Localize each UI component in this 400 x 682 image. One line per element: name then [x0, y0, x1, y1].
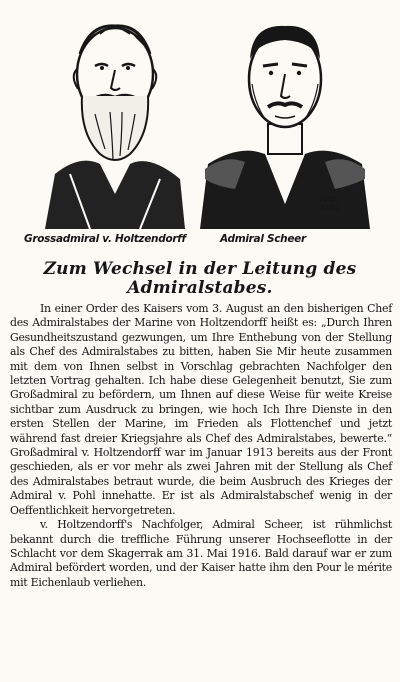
- credit-line-2: 3581: [320, 204, 340, 212]
- headline-line-2: Admiralstabes.: [127, 278, 273, 298]
- article-body: [10, 302, 392, 590]
- portrait-engraving-icon: [40, 4, 190, 229]
- article-paragraph: In einer Order des Kaisers vom 3. August an den bisherigen Chef des Admiralstabes der Marine von Holtzendorff heißt es: „Durch Ihren Gesundheitszustand gezwungen, um Ihre Enthebung von der Stellung als Chef des Admiralstabes zu bitten, haben Sie Mir heute zusammen mit dem von Ihnen selbst in Vorschlag gebrachten Nachfolger den letzten Vortrag gehalten. Ich habe diese Gelegenheit benutzt, Sie zum Großadmiral zu befördern, um Ihnen auf diese Weise für weite Kreise sichtbar zum Ausdruck zu bringen, wie hoch Ich Ihre Dienste in den ersten Stellen der Marine, im Frieden als Flottenchef und jetzt während fast dreier Kriegsjahre als Chef des Admiralstabes, bewerte.“ Großadmiral v. Holtzendorff war im Januar 1913 bereits aus der Front geschieden, als er vor mehr als zwei Jahren mit der Stellung als Chef des Admiralstabes betraut wurde, die beim Ausbruch des Krieges der Admiral v. Pohl innehatte. Er ist als Admiralstabschef wenig in der Oeffentlichkeit hervorgetreten.: [10, 302, 392, 517]
- caption-right: Admiral Scheer: [220, 233, 306, 245]
- article-paragraph: v. Holtzendorff's Nachfolger, Admiral Scheer, ist rühmlichst bekannt durch die treffliche Führung unserer Hochseeflotte in der Schlacht vor dem Skagerrak am 31. Mai 1916. Bald darauf war er zum Admiral befördert worden, und der Kaiser hatte ihm den Pour le mérite mit Eichenlaub verliehen.: [10, 518, 392, 589]
- photo-credit: [320, 196, 339, 212]
- headline-line-1: Zum Wechsel in der Leitung des: [43, 259, 357, 279]
- portrait-scheer: [200, 4, 370, 229]
- article-headline: [0, 260, 400, 298]
- credit-line-1: ISTA: [320, 196, 338, 204]
- caption-left: Grossadmiral v. Holtzendorff: [24, 233, 186, 245]
- portrait-engraving-icon: [200, 4, 370, 229]
- portrait-holtzendorff: [40, 4, 190, 229]
- portraits-section: [0, 0, 400, 256]
